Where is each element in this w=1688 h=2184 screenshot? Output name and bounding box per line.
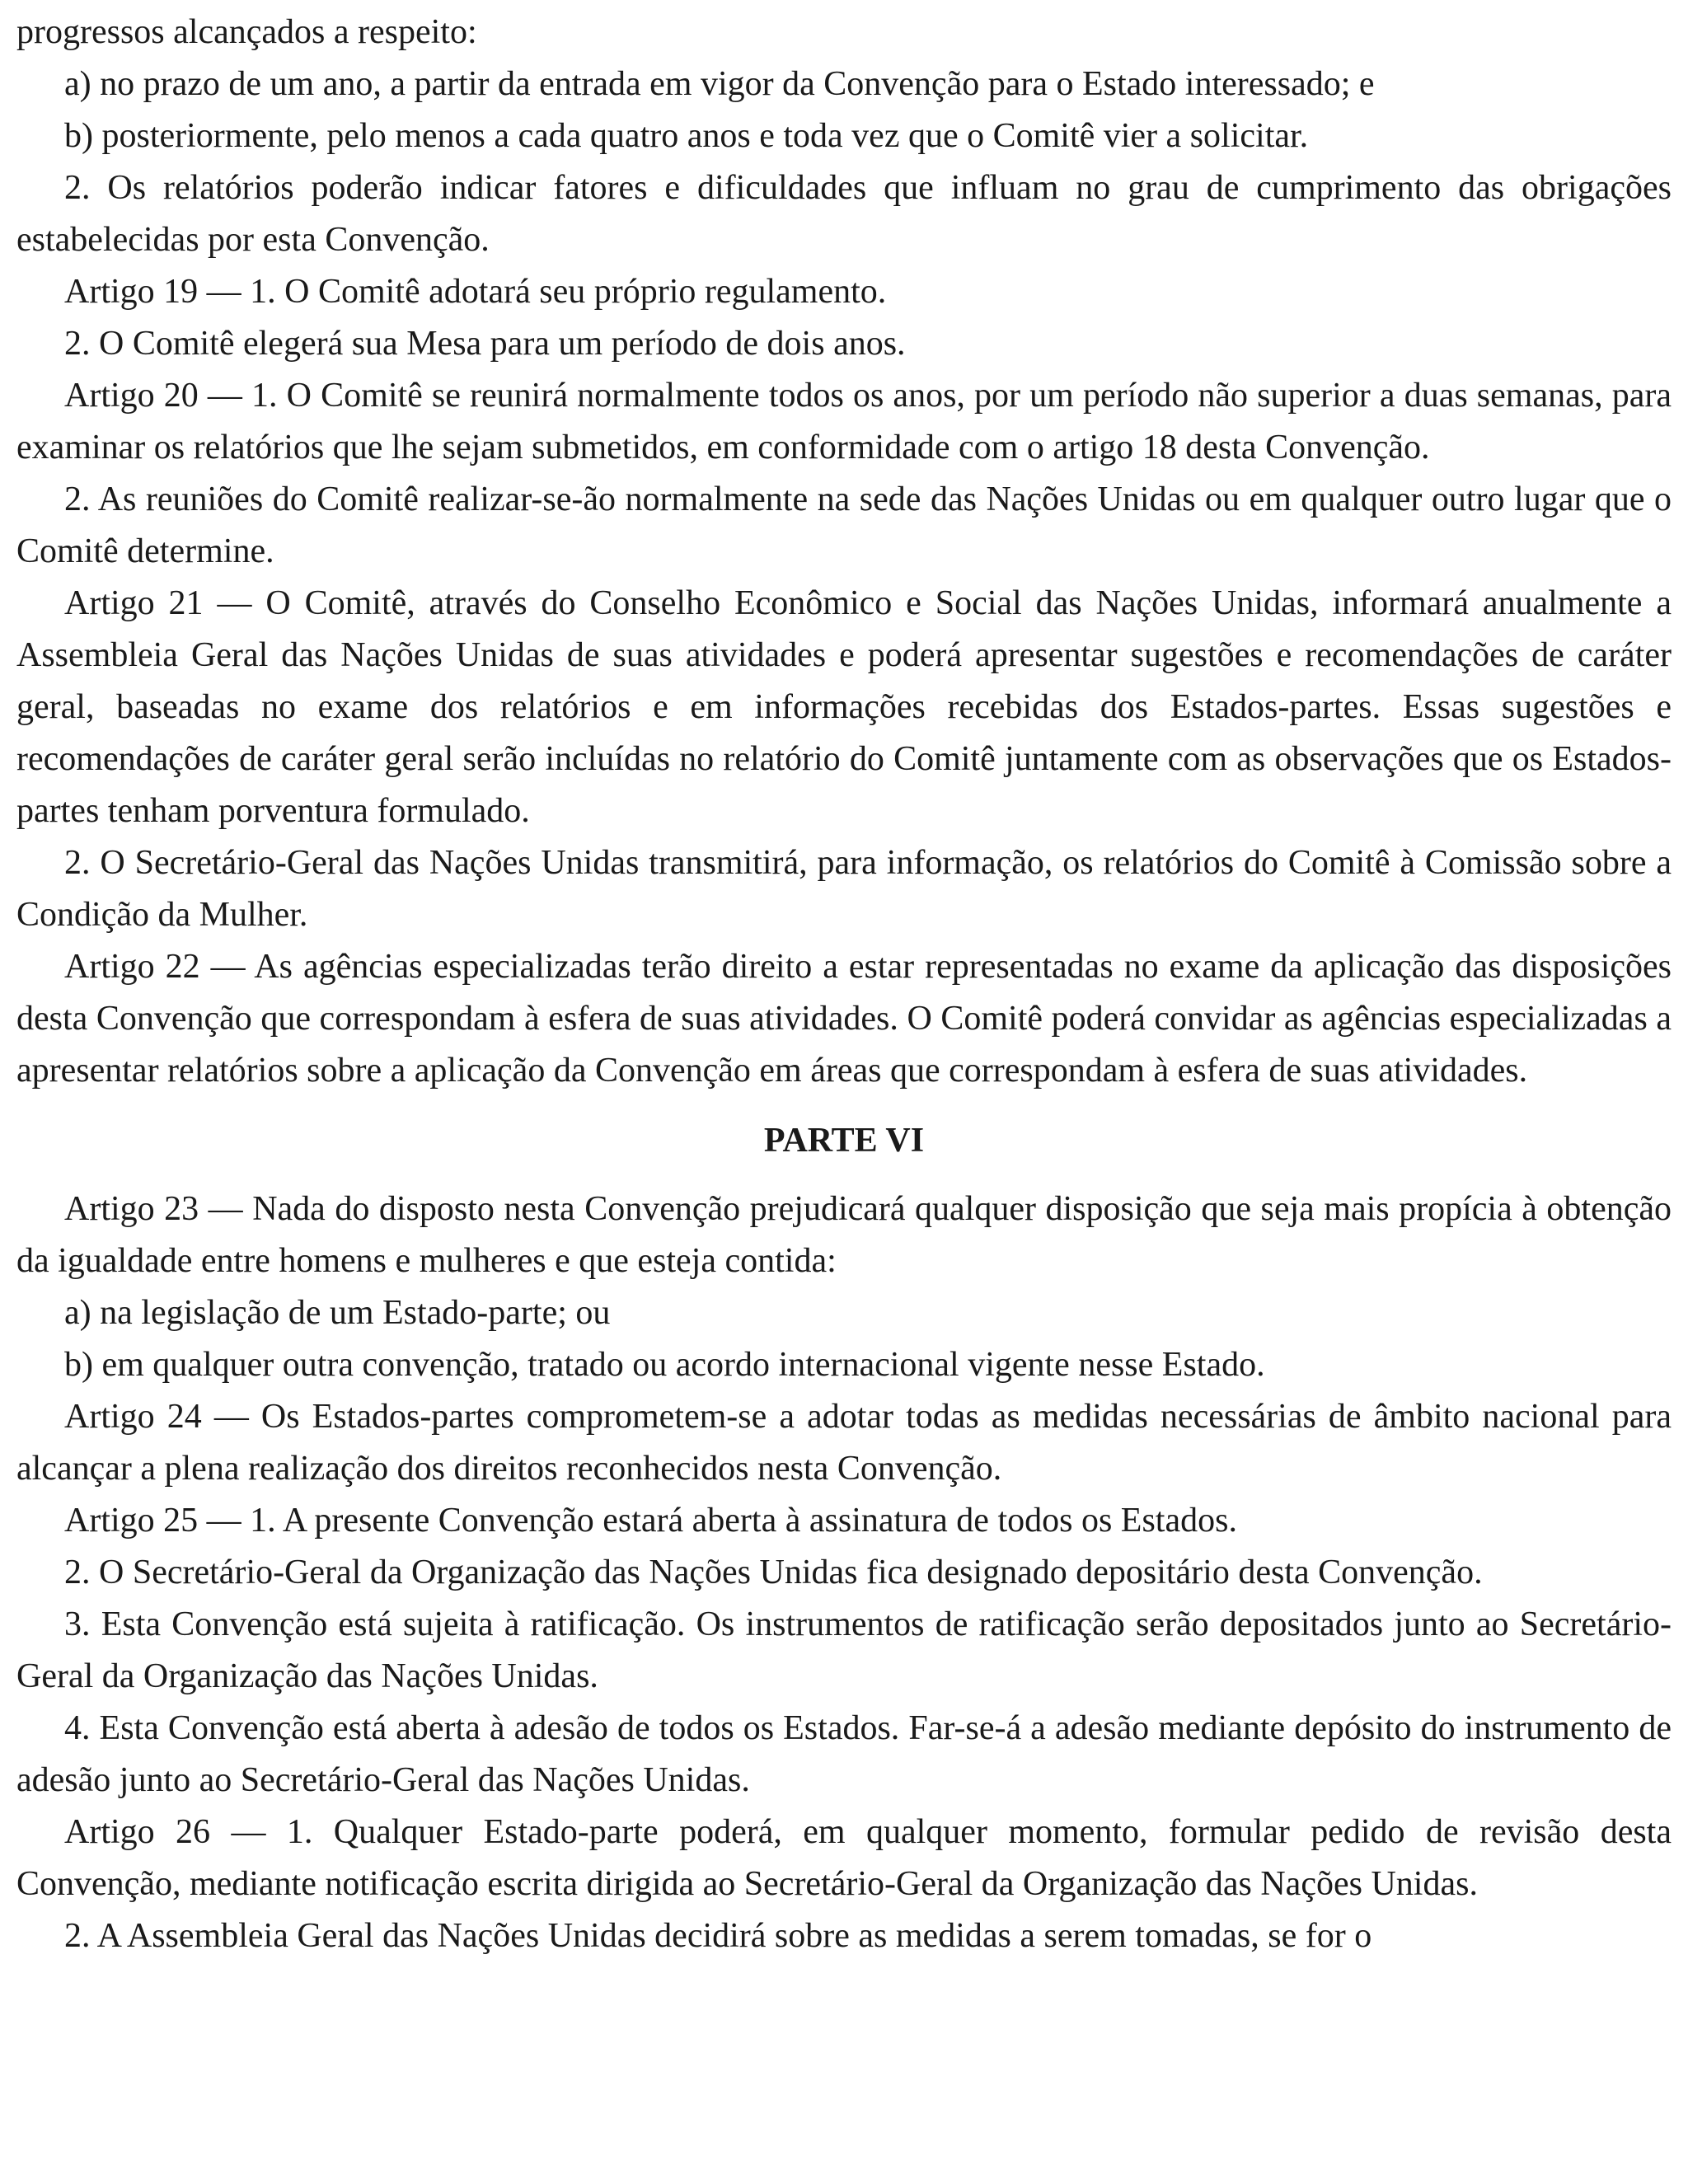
paragraph-art20-2: 2. As reuniões do Comitê realizar-se-ão normalmente na sede das Nações Unidas ou em qualquer outro lugar que o Comitê determine. xyxy=(16,480,1672,570)
paragraph-art22: Artigo 22 — As agências especializadas terão direito a estar representadas no exame da aplicação das disposições desta Convenção que correspondam à esfera de suas atividades. O Comitê poderá convidar as agências especializadas a apresentar relatórios sobre a aplicação da Convenção em áreas que correspondam à esfera de suas atividades. xyxy=(16,948,1672,1090)
paragraph-art23: Artigo 23 — Nada do disposto nesta Convenção prejudicará qualquer disposição que seja mais propícia à obtenção da igualdade entre homens e mulheres e que esteja contida: xyxy=(16,1190,1672,1280)
paragraph-art23-a: a) na legislação de um Estado-parte; ou xyxy=(64,1294,611,1332)
paragraph-art25-2: 2. O Secretário-Geral da Organização das Nações Unidas fica designado depositário desta Convenção. xyxy=(64,1554,1483,1591)
paragraph-art19-1: Artigo 19 — 1. O Comitê adotará seu próprio regulamento. xyxy=(64,273,887,311)
section-heading: PARTE VI xyxy=(763,1122,925,1160)
paragraph-art24: Artigo 24 — Os Estados-partes comprometem-se a adotar todas as medidas necessárias de âmbito nacional para alcançar a plena realização dos direitos reconhecidos nesta Convenção. xyxy=(16,1398,1672,1488)
paragraph-art25-3: 3. Esta Convenção está sujeita à ratificação. Os instrumentos de ratificação serão depositados junto ao Secretário-Geral da Organização das Nações Unidas. xyxy=(16,1605,1672,1695)
paragraph-art21-1: Artigo 21 — O Comitê, através do Conselho Econômico e Social das Nações Unidas, informará anualmente a Assembleia Geral das Nações Unidas de suas atividades e poderá apresentar sugestões e recomendações de caráter geral, baseadas no exame dos relatórios e em informações recebidas dos Estados-partes. Essas sugestões e recomendações de caráter geral serão incluídas no relatório do Comitê juntamente com as observações que os Estados-partes tenham porventura formulado. xyxy=(16,584,1672,830)
paragraph-continuation: progressos alcançados a respeito: xyxy=(16,13,477,51)
paragraph-art25-4: 4. Esta Convenção está aberta à adesão de todos os Estados. Far-se-á a adesão mediante depósito do instrumento de adesão junto ao Secretário-Geral das Nações Unidas. xyxy=(16,1709,1672,1799)
paragraph-art26-2: 2. A Assembleia Geral das Nações Unidas decidirá sobre as medidas a serem tomadas, se for o xyxy=(64,1917,1372,1955)
paragraph-art18-2: 2. Os relatórios poderão indicar fatores e dificuldades que influam no grau de cumprimento das obrigações estabelecidas por esta Convenção. xyxy=(16,169,1672,259)
paragraph-art21-2: 2. O Secretário-Geral das Nações Unidas transmitirá, para informação, os relatórios do Comitê à Comissão sobre a Condição da Mulher. xyxy=(16,844,1672,934)
paragraph-item-b: b) posteriormente, pelo menos a cada quatro anos e toda vez que o Comitê vier a solicitar. xyxy=(64,117,1309,155)
paragraph-art20-1: Artigo 20 — 1. O Comitê se reunirá normalmente todos os anos, por um período não superior a duas semanas, para examinar os relatórios que lhe sejam submetidos, em conformidade com o artigo 18 desta Convenção. xyxy=(16,377,1672,466)
paragraph-art23-b: b) em qualquer outra convenção, tratado ou acordo internacional vigente nesse Estado. xyxy=(64,1346,1265,1384)
paragraph-art19-2: 2. O Comitê elegerá sua Mesa para um período de dois anos. xyxy=(64,325,906,363)
paragraph-item-a: a) no prazo de um ano, a partir da entrada em vigor da Convenção para o Estado interessado; e xyxy=(64,65,1375,103)
paragraph-art25-1: Artigo 25 — 1. A presente Convenção estará aberta à assinatura de todos os Estados. xyxy=(64,1502,1237,1540)
paragraph-art26-1: Artigo 26 — 1. Qualquer Estado-parte poderá, em qualquer momento, formular pedido de revisão desta Convenção, mediante notificação escrita dirigida ao Secretário-Geral da Organização das Nações Unidas. xyxy=(16,1813,1672,1903)
